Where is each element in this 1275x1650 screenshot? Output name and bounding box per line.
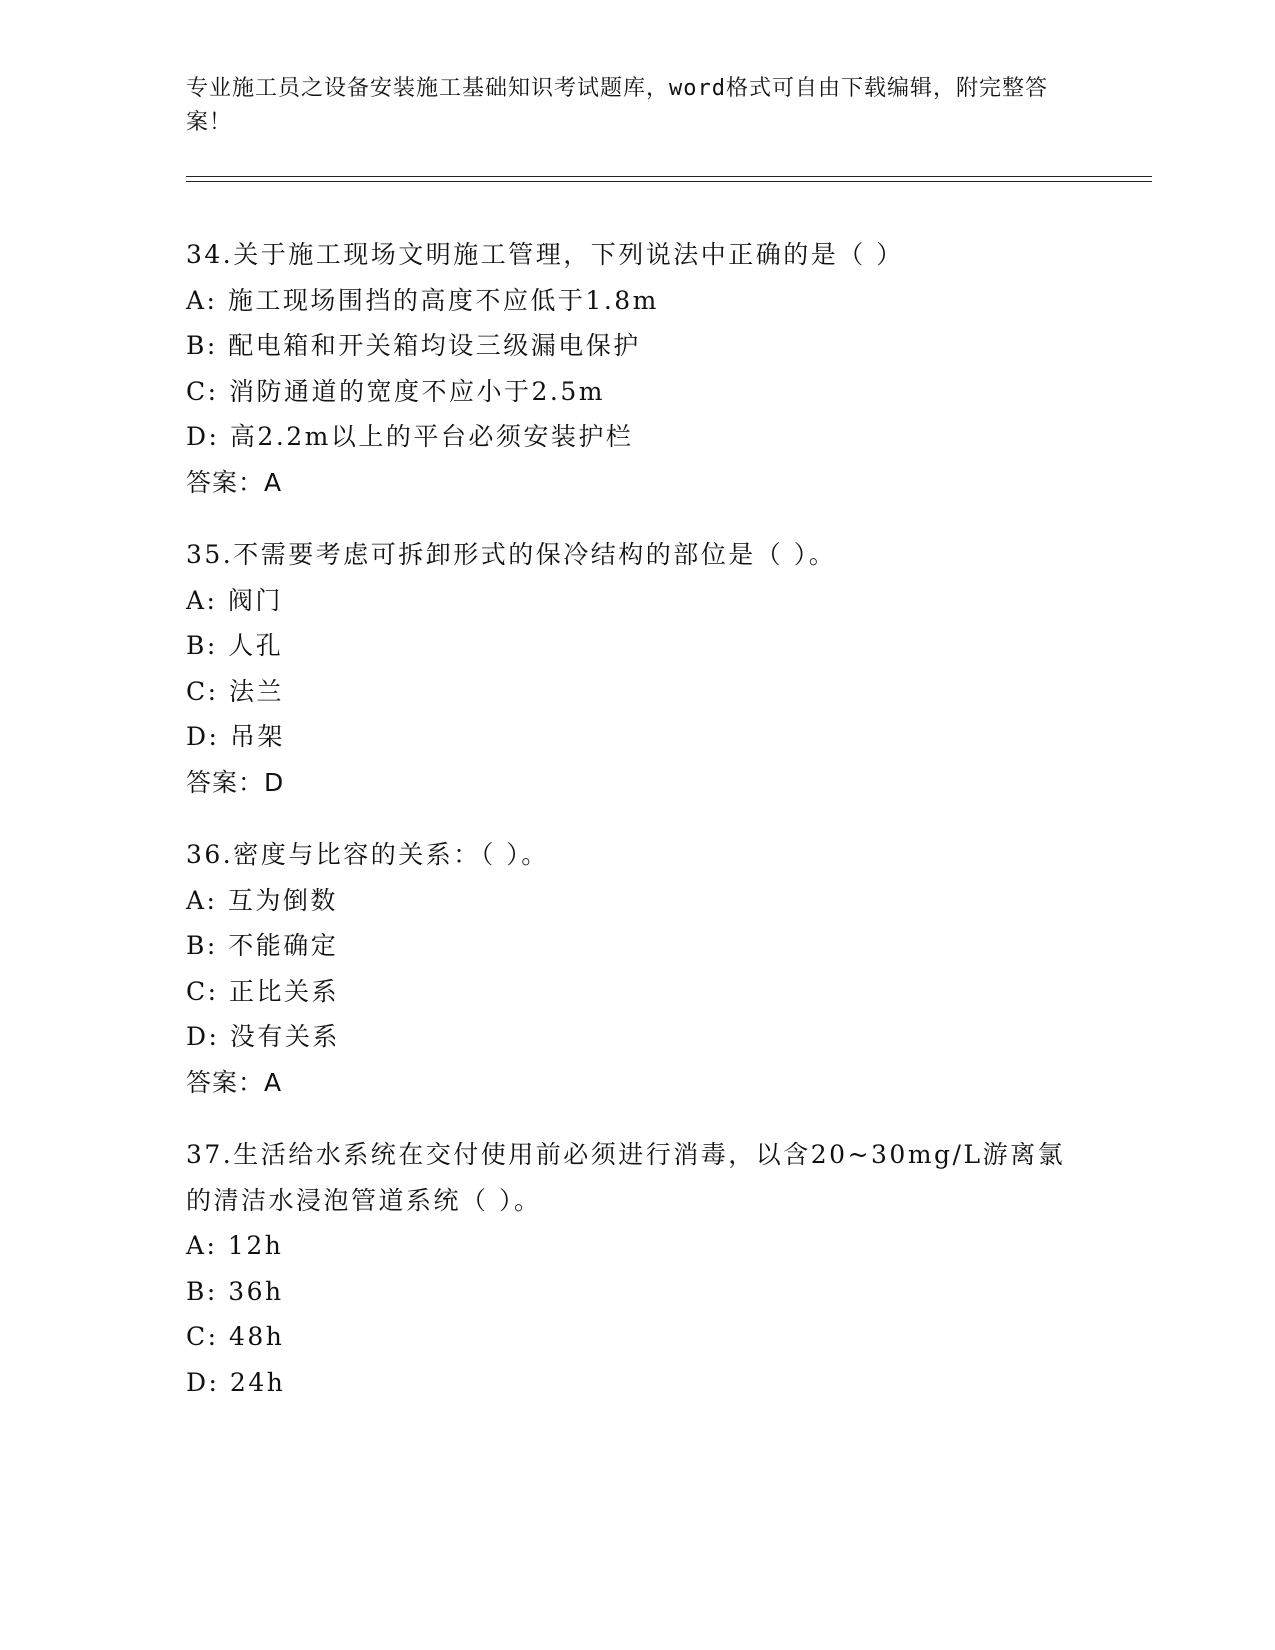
option-c: C: 48h <box>186 1322 285 1351</box>
option-b: B: 配电箱和开关箱均设三级漏电保护 <box>186 331 641 360</box>
question-stem: 34.关于施工现场文明施工管理，下列说法中正确的是（ ） <box>186 240 904 269</box>
option-b: B: 36h <box>186 1276 284 1306</box>
option-a: A: 阀门 <box>186 585 283 615</box>
header-divider-top <box>186 176 1152 177</box>
answer-line: 答案：D <box>186 767 285 797</box>
question-36 <box>186 832 1086 1105</box>
option-b: B: 人孔 <box>186 631 284 660</box>
question-stem: 37.生活给水系统在交付使用前必须进行消毒，以含20~30mg/L游离氯的清洁水浸泡管道系统（ ）。 <box>186 1140 1066 1215</box>
answer-line: 答案：A <box>186 1067 283 1097</box>
question-37 <box>186 1132 1086 1405</box>
option-b: B: 不能确定 <box>186 931 339 960</box>
option-a: A: 施工现场围挡的高度不应低于1.8m <box>186 285 659 315</box>
question-stem: 35.不需要考虑可拆卸形式的保冷结构的部位是（ ）。 <box>186 540 837 569</box>
option-d: D: 24h <box>186 1367 286 1397</box>
option-c: C: 消防通道的宽度不应小于2.5m <box>186 376 605 406</box>
option-a: A: 互为倒数 <box>186 885 338 915</box>
option-c: C: 正比关系 <box>186 976 339 1006</box>
question-34 <box>186 232 1086 505</box>
question-35 <box>186 532 1086 805</box>
header-divider-bottom <box>186 181 1152 182</box>
question-list <box>186 232 1086 1432</box>
option-d: D: 高2.2m以上的平台必须安装护栏 <box>186 422 634 451</box>
option-d: D: 没有关系 <box>186 1022 340 1051</box>
question-stem: 36.密度与比容的关系：（ ）。 <box>186 840 549 869</box>
answer-line: 答案：A <box>186 467 283 497</box>
header-text: 专业施工员之设备安装施工基础知识考试题库，word格式可自由下载编辑，附完整答案！ <box>186 76 1048 135</box>
document-header <box>186 72 1086 140</box>
option-a: A: 12h <box>186 1231 284 1260</box>
option-c: C: 法兰 <box>186 676 284 706</box>
option-d: D: 吊架 <box>186 722 285 751</box>
